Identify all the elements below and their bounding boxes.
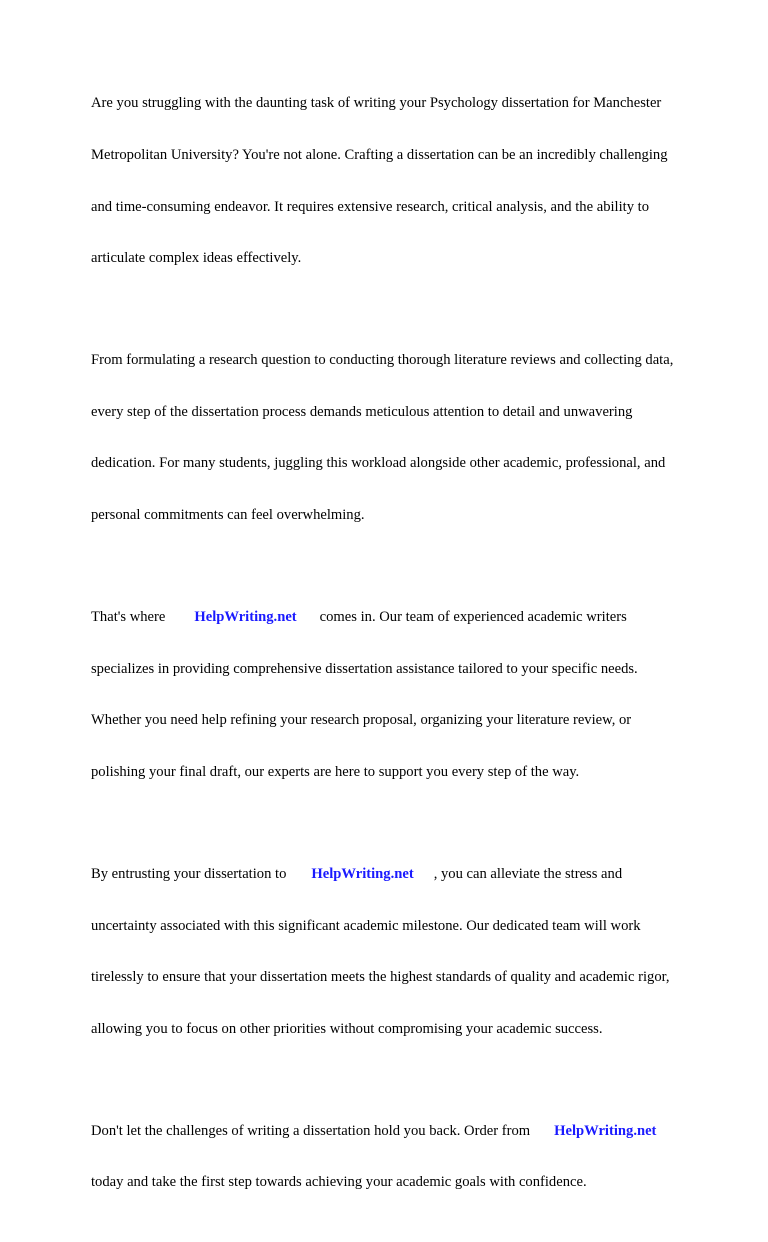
text-line: uncertainty associated with this significant academic milestone. Our dedicated team will work — [91, 917, 641, 934]
text-line — [91, 1123, 721, 1140]
text-line: Metropolitan University? You're not alone. Crafting a dissertation can be an incredibly challenging — [91, 147, 668, 164]
text-line: From formulating a research question to conducting thorough literature reviews and collecting data, — [91, 352, 674, 369]
paragraph-process — [91, 318, 721, 559]
paragraph-thats-where — [91, 575, 721, 816]
text-line: every step of the dissertation process demands meticulous attention to detail and unwavering — [91, 403, 633, 420]
text-line: dedication. For many students, juggling this workload alongside other academic, professional, and — [91, 455, 666, 472]
text-line: allowing you to focus on other priorities without compromising your academic success. — [91, 1020, 603, 1037]
paragraph-intro — [91, 61, 721, 302]
text-line: tirelessly to ensure that your dissertation meets the highest standards of quality and academic rigor, — [91, 969, 670, 986]
helpwriting-link[interactable]: HelpWriting.net — [311, 865, 414, 882]
text-line — [91, 866, 721, 883]
paragraph-order — [91, 1088, 721, 1226]
text-segment: comes in. Our team of experienced academic writers — [319, 609, 627, 626]
paragraph-entrusting — [91, 832, 721, 1073]
text-line: articulate complex ideas effectively. — [91, 250, 302, 267]
text-line: polishing your final draft, our experts are here to support you every step of the way. — [91, 763, 580, 780]
text-line: Are you struggling with the daunting task of writing your Psychology dissertation for Manchester — [91, 95, 662, 112]
text-line: Whether you need help refining your research proposal, organizing your literature review, or — [91, 712, 632, 729]
text-line: and time-consuming endeavor. It requires extensive research, critical analysis, and the ability to — [91, 198, 650, 215]
text-segment: That's where — [91, 609, 166, 626]
document-page — [91, 61, 721, 1242]
helpwriting-link[interactable]: HelpWriting.net — [554, 1122, 657, 1139]
text-segment: By entrusting your dissertation to — [91, 865, 287, 882]
text-line: specializes in providing comprehensive dissertation assistance tailored to your specific needs. — [91, 660, 638, 677]
text-line: today and take the first step towards achieving your academic goals with confidence. — [91, 1174, 587, 1191]
text-line: personal commitments can feel overwhelming. — [91, 507, 365, 524]
helpwriting-link[interactable]: HelpWriting.net — [194, 609, 297, 626]
text-segment: Don't let the challenges of writing a dissertation hold you back. Order from — [91, 1122, 531, 1139]
text-segment: , you can alleviate the stress and — [433, 865, 623, 882]
text-line — [91, 609, 721, 626]
